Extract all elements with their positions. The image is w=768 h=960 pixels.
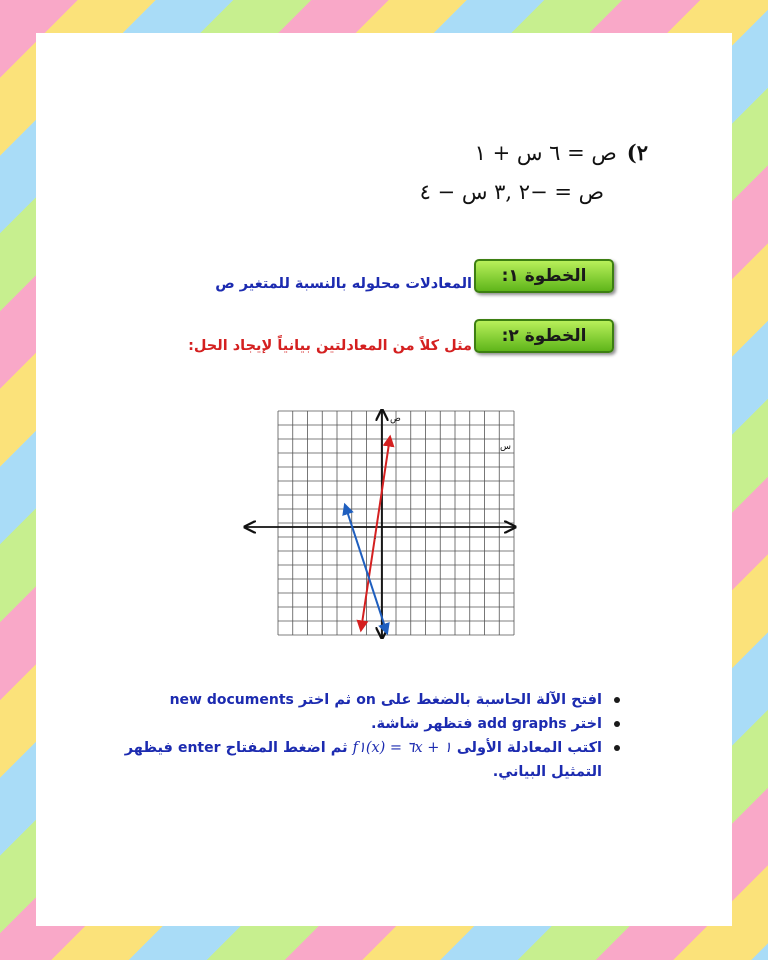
y-axis-label: ص [390, 414, 401, 424]
instruction-list [84, 688, 624, 784]
instruction-2-text-a: اختر [571, 716, 602, 732]
instruction-3-text-b: ثم اضغط المفتاح [225, 740, 348, 756]
instruction-3 [84, 736, 624, 784]
equation-1 [475, 140, 648, 165]
worksheet-page [36, 33, 732, 926]
graph-grid [278, 411, 514, 635]
instruction-3-text-c: فيظهر التمثيل البياني. [124, 740, 602, 780]
instruction-1 [84, 688, 624, 712]
coordinate-graph [242, 409, 518, 639]
key-new-documents: new documents [169, 692, 294, 708]
instruction-2-text-b: فتظهر شاشة. [371, 716, 473, 732]
equation-1-text: ص = ٦ س + ١ [474, 141, 617, 165]
key-add-graphs: add graphs [477, 716, 567, 732]
step-1-text: المعادلات محلوله بالنسبة للمتغير ص [215, 276, 472, 292]
step-2-text: مثل كلاً من المعادلتين بيانياً لإيجاد الحل: [188, 338, 472, 354]
instruction-2 [84, 712, 624, 736]
instruction-3-text-a: اكتب المعادلة الأولى [456, 740, 602, 756]
step-2-badge: الخطوة ٢: [474, 319, 614, 353]
instruction-1-text-a: افتح الآلة الحاسبة بالضغط على [380, 692, 602, 708]
problem-number: ٢) [626, 140, 648, 165]
instruction-1-text-b: ثم اختر [298, 692, 352, 708]
key-on: on [356, 692, 376, 708]
origin-label: ٠ [373, 534, 378, 543]
function-expression: f١(x) = ٦x + ١ [352, 740, 452, 756]
equation-2: ص = −٢ ,٣ س − ٤ [419, 180, 604, 204]
x-axis-label: س [500, 442, 511, 452]
key-enter: enter [177, 740, 221, 756]
step-1-badge: الخطوة ١: [474, 259, 614, 293]
line-blue [345, 505, 387, 633]
